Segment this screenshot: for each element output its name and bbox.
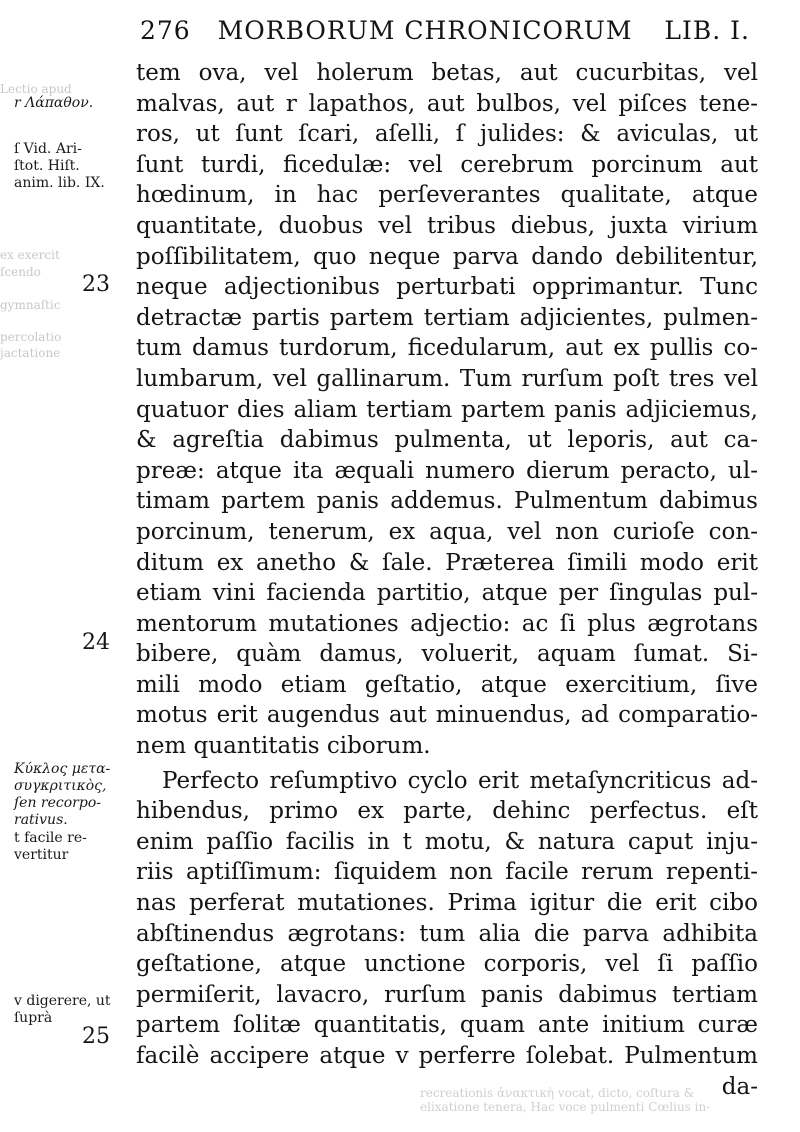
bleed-fragment: Lectio apud — [0, 82, 72, 96]
text-line: motus erit augendus aut minuendus, ad comparatio- — [136, 702, 758, 729]
text-line: ſunt turdi, ficedulæ: vel cerebrum porcinum aut — [136, 151, 758, 178]
bleed-fragment: ex exercit — [0, 248, 60, 262]
text-line: quatuor dies aliam tertiam partem panis adjiciemus, — [136, 396, 758, 423]
text-line: tem ova, vel holerum betas, aut cucurbitas, vel — [136, 60, 758, 86]
text-line: neque adjectionibus perturbati opprimantur. Tunc — [136, 274, 758, 301]
text-line: tum damus turdorum, ficedularum, aut ex pullis co- — [136, 335, 758, 362]
text-line: preæ: atque ita æquali numero dierum peracto, ul- — [136, 457, 758, 484]
text-line: lumbarum, vel gallinarum. Tum rurſum poſt tres vel — [136, 365, 758, 392]
text-line: hibendus, primo ex parte, dehinc perfectus. eſt — [136, 798, 758, 825]
text-line: nem quantitatis ciborum. — [136, 733, 431, 760]
margin-note — [14, 813, 132, 864]
margin-note-text: r Λάπαθον. — [14, 95, 94, 111]
bleed-fragment: ſcendo — [0, 265, 41, 279]
text-line: quantitate, duobus vel tribus diebus, juxta virium — [136, 212, 758, 239]
margin-note — [14, 124, 132, 192]
text-line: partem ſolitæ quantitatis, quam ante initium curæ — [136, 1012, 758, 1039]
bleed-fragment: percolatio — [0, 330, 62, 344]
text-line: bibere, quàm damus, voluerit, aquam ſumat. Si- — [136, 641, 758, 668]
text-line: facilè accipere atque v perferre ſolebat. Pulmentum — [136, 1043, 758, 1069]
text-line: hœdinum, in hac perſeverantes qualitate, atque — [136, 182, 758, 209]
margin-note-text: ſ Vid. Ari- ſtot. Hiſt. anim. lib. IX. — [14, 141, 105, 191]
text-line: timam partem panis addemus. Pulmentum dabimus — [136, 488, 758, 515]
text-line: etiam vini facienda partitio, atque per ſingulas pul- — [136, 580, 758, 607]
section-number: 23 — [82, 272, 110, 297]
margin-note — [14, 95, 132, 112]
text-line: mentorum mutationes adjectio: ac ſi plus ægrotans — [136, 610, 758, 637]
text-line: ditum ex anetho & ſale. Præterea ſimili modo erit — [136, 549, 758, 576]
running-title: MORBORUM CHRONICORUM — [217, 16, 633, 45]
section-number: 24 — [82, 630, 110, 655]
text-line: permiſerit, lavacro, rurſum panis dabimus tertiam — [136, 981, 758, 1008]
text-line: ros, ut ſunt ſcari, aſelli, ſ julides: & aviculas, ut — [136, 121, 758, 148]
bleed-bottom: recreationis ἀνακτικὴ vocat, dicto, coſtura & elixatione tenera, Hac voce pulmenti Cœlius in- — [420, 1086, 711, 1114]
text-line: mili modo etiam geſtatio, atque exercitium, ſive — [136, 671, 758, 698]
main-text — [136, 58, 758, 1102]
text-line: porcinum, tenerum, ex aqua, vel non curioſe con- — [136, 518, 758, 545]
running-header — [140, 16, 750, 45]
text-line: abſtinendus ægrotans: tum alia die parva adhibita — [136, 920, 758, 947]
page-number: 276 — [140, 16, 191, 45]
margin-note-text: Κύκλος μετα- συγκριτικὸς, ſen recorpo- rativus. — [14, 761, 111, 828]
margin-note — [14, 976, 132, 1027]
section-number: 25 — [82, 1024, 110, 1049]
bleed-fragment: jactatione — [0, 346, 61, 360]
text-line: enim paſſio facilis in t motu, & natura caput inju- — [136, 828, 758, 855]
text-line: poſſibilitatem, quo neque parva dando debilitentur, — [136, 243, 758, 270]
bleed-fragment: gymnaſtic — [0, 298, 61, 312]
catchword: da- — [721, 1073, 758, 1100]
text-line: malvas, aut r lapathos, aut bulbos, vel piſces tene- — [136, 90, 758, 117]
text-line: Perfecto reſumptivo cyclo erit metaſyncriticus ad- — [162, 767, 758, 794]
text-line: detractæ partis partem tertiam adjicientes, pulmen- — [136, 304, 758, 331]
text-line: nas perferat mutationes. Prima igitur die erit cibo — [136, 890, 758, 917]
book-number: LIB. I. — [664, 16, 750, 45]
text-line: & agreſtia dabimus pulmenta, ut leporis, aut ca- — [136, 427, 758, 454]
text-line: geſtatione, atque unctione corporis, vel ſi paſſio — [136, 951, 758, 978]
margin-note-text: t facile re- vertitur — [14, 830, 87, 863]
text-line: riis aptiſſimum: ſiquidem non facile rerum repenti- — [136, 859, 758, 886]
margin-note-text: v digerere, ut ſuprà — [14, 993, 111, 1026]
